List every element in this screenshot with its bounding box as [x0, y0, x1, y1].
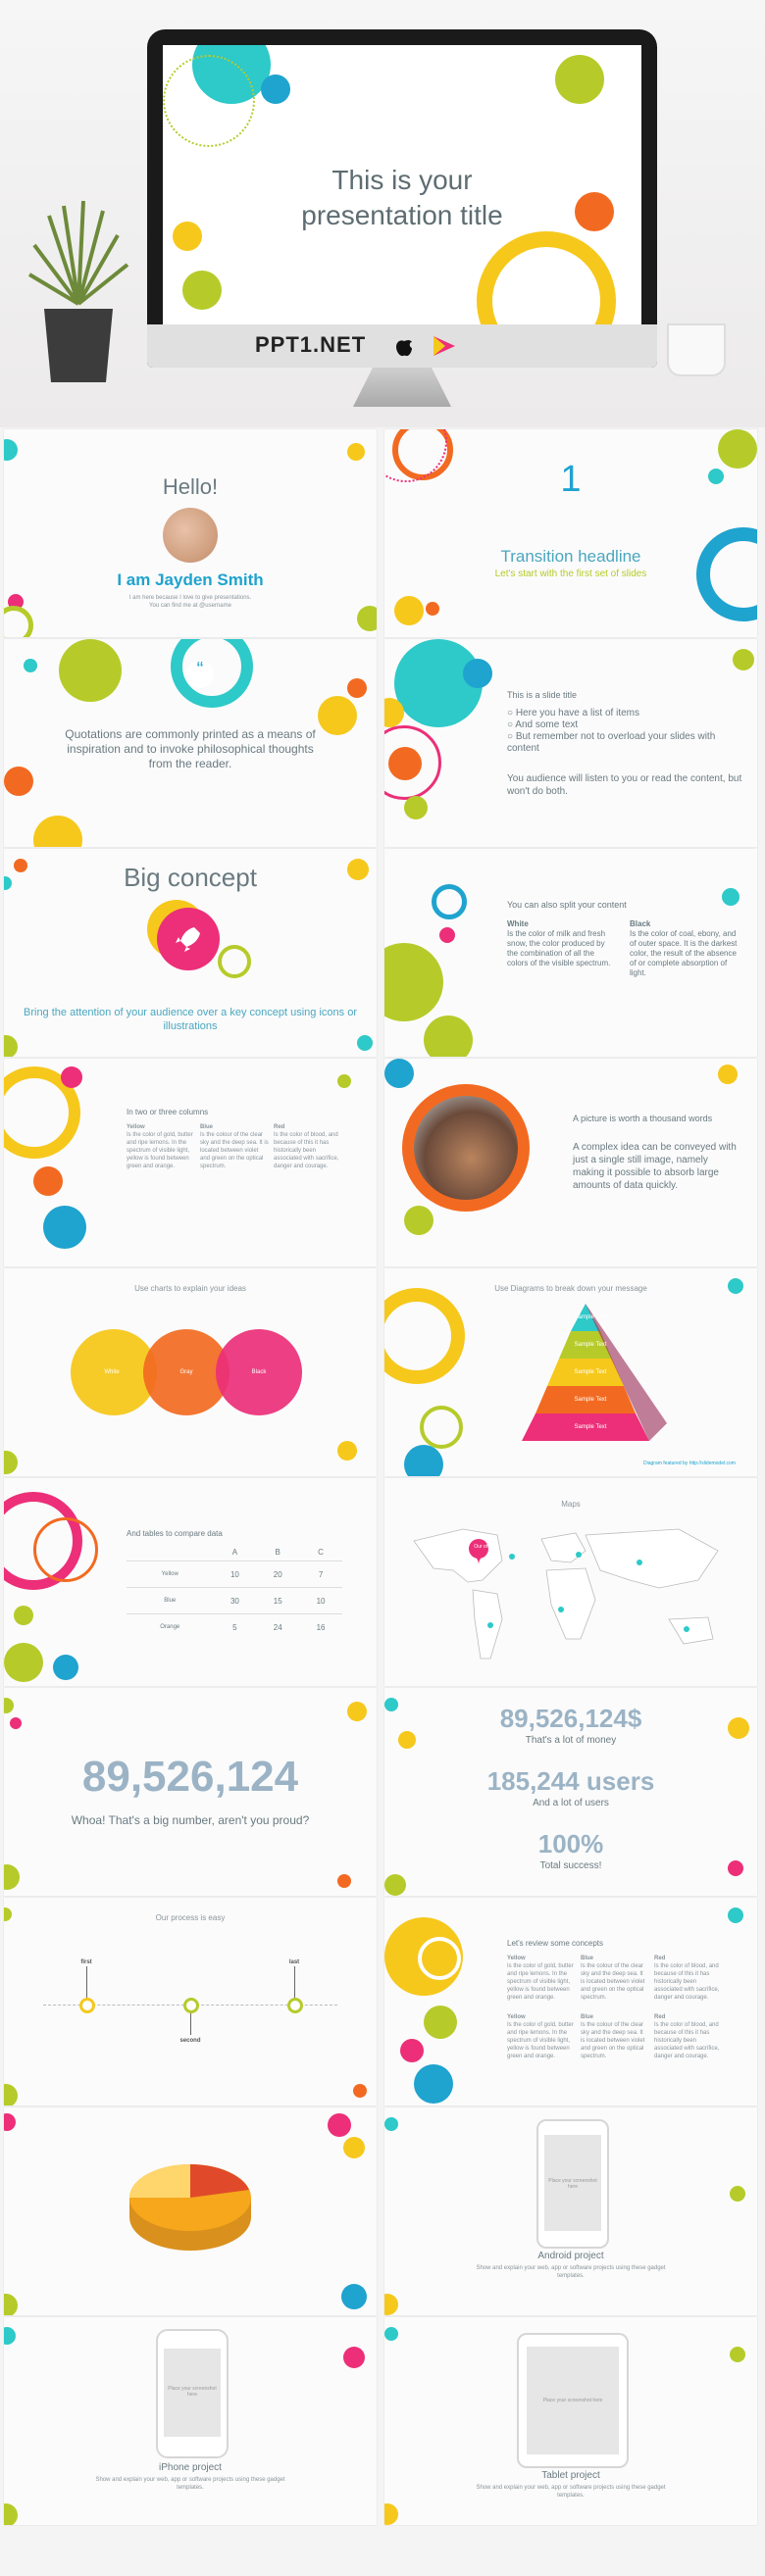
quote-mark: “: [196, 659, 204, 680]
slide-list: [384, 639, 757, 847]
project-title: iPhone project: [159, 2462, 222, 2473]
list-item: ○ And some text: [507, 719, 579, 730]
col-text: Is the color of gold, butter and ripe lemons. In the spectrum of visible light, yellow is found between green and orange.: [507, 2022, 574, 2059]
slide-title: This is a slide title: [507, 690, 578, 700]
project-text: Show and explain your web, app or software projects using these gadget templates.: [476, 2485, 666, 2499]
pyramid-label: Sample Text: [574, 1342, 607, 1348]
cup-decoration: [667, 323, 726, 376]
slide-numbers: [384, 1688, 757, 1896]
process-step: [287, 1998, 303, 2013]
slide-quote: [4, 639, 377, 847]
col-text: Is the color of blood, and because of this it has historically been associated with sacrifice, danger and courage.: [274, 1132, 339, 1169]
table-header: [127, 1543, 213, 1561]
step-label: first: [80, 1959, 92, 1965]
big-number: 89,526,124: [81, 1753, 299, 1801]
slide-title: Use Diagrams to break down your message: [494, 1284, 647, 1293]
body-text: A complex idea can be conveyed with just a single still image, namely making it possible to absorb large amounts of data quickly.: [573, 1142, 737, 1191]
slide-venn: [4, 1268, 377, 1476]
coffee-photo: [414, 1096, 518, 1200]
slide-title: Our process is easy: [155, 1913, 226, 1922]
stat-number: 100%: [537, 1829, 604, 1858]
stat-caption: And a lot of users: [533, 1798, 609, 1808]
concept-text: Bring the attention of your audience over a key concept using icons or illustrations: [24, 1007, 357, 1032]
project-title: Android project: [537, 2251, 604, 2261]
screenshot-placeholder: Place your screenshot here: [548, 2178, 597, 2190]
venn-label: Black: [251, 1369, 267, 1375]
col-title: Yellow: [507, 1956, 526, 1961]
intro-line: I am here because I love to give presentations.: [128, 595, 252, 601]
slide-big-concept: [4, 849, 377, 1057]
pyramid-label: Sample Text: [574, 1424, 607, 1430]
screenshot-placeholder: Place your screenshot here: [168, 2386, 217, 2398]
slide-title: In two or three columns: [127, 1108, 209, 1116]
tablet-device: [517, 2333, 629, 2468]
col-text: Is the color of blood, and because of this it has historically been associated with sacrifice, danger and courage.: [654, 2022, 720, 2059]
monitor: [147, 29, 657, 368]
pyramid-diagram: [502, 1298, 669, 1455]
venn-label: Gray: [179, 1369, 193, 1375]
stat-caption: That's a lot of money: [525, 1735, 617, 1746]
col-title: Red: [654, 2014, 666, 2020]
diagram-credit[interactable]: Diagram featured by http://slidemodel.com: [643, 1461, 736, 1466]
contact-line: You can find me at @username: [149, 603, 231, 609]
iphone-device: [156, 2329, 229, 2458]
table-row: Orange 5 24 16: [160, 1622, 326, 1632]
android-device: [536, 2119, 609, 2249]
slide-title: Maps: [561, 1500, 581, 1509]
col-title: Yellow: [507, 2014, 526, 2020]
col-title: Blue: [200, 1124, 214, 1130]
pyramid-label: Sample Text: [574, 1369, 607, 1375]
pie-chart: [122, 2147, 259, 2264]
col-title: Red: [274, 1124, 285, 1130]
stat-number: 185,244 users: [486, 1766, 655, 1796]
slide-title: Big concept: [124, 863, 257, 892]
transition-subtitle: Let's start with the first set of slides: [494, 569, 647, 579]
plant-decoration: [20, 196, 137, 392]
apple-icon: [394, 336, 414, 358]
avatar: [163, 508, 218, 563]
presenter-name: I am Jayden Smith: [117, 570, 264, 589]
slide-tablet: [384, 2317, 757, 2525]
hero-banner: [0, 0, 765, 427]
process-step: [183, 1998, 199, 2013]
slide-split: [384, 849, 757, 1057]
table-row: Blue 30 15 10: [127, 1588, 342, 1614]
logo-icon: [432, 334, 457, 358]
table-row: Yellow 10 20 7: [127, 1561, 342, 1588]
slide-android: [384, 2107, 757, 2315]
monitor-screen: [163, 45, 641, 325]
slide-map: [384, 1478, 757, 1686]
data-table: [127, 1543, 342, 1640]
col-title: White: [507, 919, 529, 928]
stat-number: 89,526,124$: [499, 1704, 642, 1733]
slide-transition: [384, 429, 757, 637]
process-step: [79, 1998, 95, 2013]
table-header: B: [275, 1547, 280, 1557]
project-text: Show and explain your web, app or software projects using these gadget templates.: [476, 2265, 666, 2279]
slide-columns: [4, 1059, 377, 1266]
col-text: Is the color of coal, ebony, and of outer space. It is the darkest color, the result of the absence of or complete absorption of light.: [630, 929, 738, 977]
big-number-caption: Whoa! That's a big number, aren't you proud?: [71, 1813, 310, 1827]
col-text: Is the colour of the clear sky and the deep sea. It is located between violet and green on the optical spectrum.: [581, 1963, 645, 2001]
table-header: C: [318, 1547, 324, 1557]
monitor-chin: [147, 324, 657, 368]
project-text: Show and explain your web, app or software projects using these gadget templates.: [95, 2477, 285, 2491]
col-title: Black: [630, 919, 651, 928]
slide-pie: [4, 2107, 377, 2315]
pyramid-label: Sample Text: [574, 1397, 607, 1403]
col-text: Is the color of gold, butter and ripe lemons. In the spectrum of visible light, yellow is found between green and orange.: [507, 1963, 574, 2001]
step-label: second: [179, 2038, 201, 2044]
section-number: 1: [560, 459, 582, 500]
stat-caption: Total success!: [539, 1860, 602, 1871]
slide-pyramid: [384, 1268, 757, 1476]
brand-text: PPT1.NET: [255, 332, 367, 357]
slide-title: Use charts to explain your ideas: [134, 1284, 246, 1293]
transition-headline: Transition headline: [500, 547, 641, 566]
screenshot-placeholder: Place your screenshot here: [542, 2398, 603, 2403]
body-text: You audience will listen to you or read the content, but won't do both.: [507, 773, 742, 797]
quote-text: Quotations are commonly printed as a means of inspiration and to invoke philosophical thoughts from the reader.: [65, 727, 316, 770]
map-pin[interactable]: Our office: [474, 1544, 495, 1550]
list-item: ○ Here you have a list of items: [507, 708, 639, 718]
hero-title: This is your presentation title: [301, 165, 503, 230]
slide-title: And tables to compare data: [127, 1529, 223, 1538]
slide-big-number: [4, 1688, 377, 1896]
rocket-icon: [173, 923, 204, 955]
col-title: Yellow: [127, 1124, 145, 1130]
venn-label: White: [104, 1369, 120, 1375]
table-header: A: [231, 1547, 238, 1557]
col-title: Blue: [581, 2014, 594, 2020]
slide-title: A picture is worth a thousand words: [573, 1114, 713, 1123]
col-text: Is the color of milk and fresh snow, the color produced by the combination of all the colors of the visible spectrum.: [507, 929, 611, 967]
project-title: Tablet project: [541, 2470, 600, 2481]
world-map: [404, 1511, 738, 1678]
slide-title: Let's review some concepts: [507, 1939, 604, 1948]
pyramid-label: Sample Text: [574, 1314, 607, 1320]
col-text: Is the color of gold, butter and ripe lemons. In the spectrum of visible light, yellow is found between green and orange.: [127, 1132, 193, 1169]
slide-picture: [384, 1059, 757, 1266]
col-text: Is the color of blood, and because of this it has historically been associated with sacrifice, danger and courage.: [654, 1963, 720, 2001]
list-item: ○ But remember not to overload your slides with content: [507, 731, 716, 754]
slide-concepts: [384, 1898, 757, 2105]
slide-table: [4, 1478, 377, 1686]
col-text: Is the colour of the clear sky and the deep sea. It is located between violet and green on the optical spectrum.: [200, 1132, 269, 1169]
slide-process: [4, 1898, 377, 2105]
slide-title: Hello!: [162, 474, 219, 499]
col-title: Blue: [581, 1956, 594, 1961]
slide-hello: [4, 429, 377, 637]
monitor-stand: [353, 368, 451, 407]
slide-iphone: [4, 2317, 377, 2525]
col-text: Is the colour of the clear sky and the deep sea. It is located between violet and green on the optical spectrum.: [581, 2022, 645, 2059]
slide-title: You can also split your content: [507, 900, 627, 910]
col-title: Red: [654, 1956, 666, 1961]
step-label: last: [288, 1959, 300, 1965]
